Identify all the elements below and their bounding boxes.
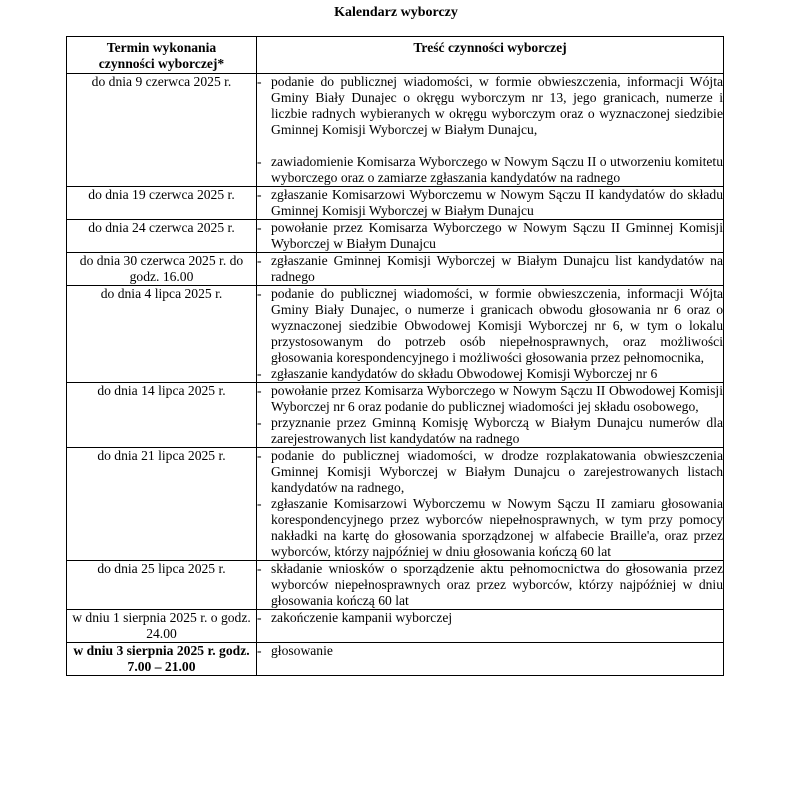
activity-item	[257, 220, 723, 252]
activity-item	[257, 286, 723, 366]
table-row	[67, 187, 724, 220]
header-deadline: Termin wykonania czynności wyborczej*	[67, 37, 257, 74]
deadline-cell: do dnia 4 lipca 2025 r.	[67, 286, 257, 383]
deadline-cell: w dniu 1 sierpnia 2025 r. o godz. 24.00	[67, 610, 257, 643]
activity-item	[257, 415, 723, 447]
deadline-cell: do dnia 21 lipca 2025 r.	[67, 448, 257, 561]
activity-item	[257, 643, 723, 659]
bullet-dash: -	[257, 286, 262, 301]
table-row	[67, 253, 724, 286]
table-row	[67, 610, 724, 643]
activity-cell	[257, 561, 724, 610]
table-row	[67, 74, 724, 187]
deadline-cell: do dnia 24 czerwca 2025 r.	[67, 220, 257, 253]
bullet-dash: -	[257, 366, 262, 381]
deadline-cell: do dnia 25 lipca 2025 r.	[67, 561, 257, 610]
activity-cell	[257, 610, 724, 643]
bullet-dash: -	[257, 643, 262, 658]
table-row	[67, 220, 724, 253]
table-row	[67, 383, 724, 448]
activity-item	[257, 187, 723, 219]
activity-item	[257, 383, 723, 415]
bullet-dash: -	[257, 448, 262, 463]
deadline-cell: do dnia 9 czerwca 2025 r.	[67, 74, 257, 187]
activity-text: przyznanie przez Gminną Komisję Wyborczą w Białym Dunajcu numerów dla zarejestrowanych list kandydatów na radnego	[271, 415, 723, 446]
activity-cell	[257, 383, 724, 448]
bullet-dash: -	[257, 415, 262, 430]
activity-cell	[257, 643, 724, 676]
activity-item	[257, 610, 723, 626]
deadline-cell: do dnia 19 czerwca 2025 r.	[67, 187, 257, 220]
activity-cell	[257, 220, 724, 253]
table-header-row	[67, 37, 724, 74]
activity-text: podanie do publicznej wiadomości, w drodze rozplakatowania obwieszczenia Gminnej Komisji Wyborczej w Białym Dunajcu o zarejestrowanych listach kandydatów na radnego,	[271, 448, 723, 495]
table-row	[67, 286, 724, 383]
activity-text: zgłaszanie Gminnej Komisji Wyborczej w Białym Dunajcu list kandydatów na radnego	[271, 253, 723, 284]
bullet-dash: -	[257, 610, 262, 625]
bullet-dash: -	[257, 154, 262, 169]
activity-item	[257, 496, 723, 560]
activity-cell	[257, 74, 724, 187]
document-title: Kalendarz wyborczy	[334, 5, 458, 20]
deadline-cell: w dniu 3 sierpnia 2025 r. godz. 7.00 – 21.00	[67, 643, 257, 676]
activity-item	[257, 253, 723, 285]
activity-text: zawiadomienie Komisarza Wyborczego w Nowym Sączu II o utworzeniu komitetu wyborczego oraz o zamiarze zgłaszania kandydatów na radnego	[271, 154, 723, 185]
activity-text: głosowanie	[271, 643, 333, 658]
activity-text: podanie do publicznej wiadomości, w formie obwieszczenia, informacji Wójta Gminy Biały Dunajec, o numerze i granicach obwodu głosowania nr 6 oraz o wyznaczonej siedzibie Obwodowej Komisji Wyborczej nr 6, w tym o lokalu przystosowanym do potrzeb osób niepełnosprawnych, oraz możliwości głosowania korespondencyjnego i możliwości głosowania przez pełnomocnika,	[271, 286, 723, 365]
activity-item	[257, 448, 723, 496]
activity-item	[257, 154, 723, 186]
bullet-dash: -	[257, 253, 262, 268]
bullet-dash: -	[257, 220, 262, 235]
activity-item	[257, 366, 723, 382]
deadline-cell: do dnia 14 lipca 2025 r.	[67, 383, 257, 448]
activity-cell	[257, 253, 724, 286]
activity-cell	[257, 448, 724, 561]
activity-item	[257, 561, 723, 609]
bullet-dash: -	[257, 383, 262, 398]
activity-text: zgłaszanie Komisarzowi Wyborczemu w Nowym Sączu II zamiaru głosowania korespondencyjnego przez wyborców niepełnosprawnych, w tym przy pomocy nakładki na kartę do głosowania sporządzonej w alfabecie Braille'a, oraz przez wyborców, którzy najpóźniej w dniu głosowania kończą 60 lat	[271, 496, 723, 559]
table-row	[67, 643, 724, 676]
activity-text: powołanie przez Komisarza Wyborczego w Nowym Sączu II Gminnej Komisji Wyborczej w Białym Dunajcu	[271, 220, 723, 251]
table-row	[67, 448, 724, 561]
activity-cell	[257, 286, 724, 383]
activity-text: zgłaszanie kandydatów do składu Obwodowej Komisji Wyborczej nr 6	[271, 366, 658, 381]
bullet-dash: -	[257, 74, 262, 89]
bullet-dash: -	[257, 187, 262, 202]
activity-text: powołanie przez Komisarza Wyborczego w Nowym Sączu II Obwodowej Komisji Wyborczej nr 6 oraz podanie do publicznej wiadomości jej składu osobowego,	[271, 383, 723, 414]
election-calendar-table	[66, 36, 724, 676]
activity-text: składanie wniosków o sporządzenie aktu pełnomocnictwa do głosowania przez wyborców niepełnosprawnych oraz przez wyborców, którzy najpóźniej w dniu głosowania kończą 60 lat	[271, 561, 723, 608]
activity-item	[257, 74, 723, 138]
activity-text: zakończenie kampanii wyborczej	[271, 610, 453, 625]
deadline-cell: do dnia 30 czerwca 2025 r. do godz. 16.00	[67, 253, 257, 286]
bullet-dash: -	[257, 561, 262, 576]
activity-text: zgłaszanie Komisarzowi Wyborczemu w Nowym Sączu II kandydatów do składu Gminnej Komisji Wyborczej w Białym Dunajcu	[271, 187, 723, 218]
bullet-dash: -	[257, 496, 262, 511]
table-row	[67, 561, 724, 610]
activity-cell	[257, 187, 724, 220]
activity-text: podanie do publicznej wiadomości, w formie obwieszczenia, informacji Wójta Gminy Biały Dunajec o okręgu wyborczym nr 13, jego granicach, numerze i liczbie radnych wybieranych w okręgu wyborczym oraz o wyznaczonej siedzibie Gminnej Komisji Wyborczej w Białym Dunajcu,	[271, 74, 723, 137]
header-content: Treść czynności wyborczej	[257, 37, 724, 74]
